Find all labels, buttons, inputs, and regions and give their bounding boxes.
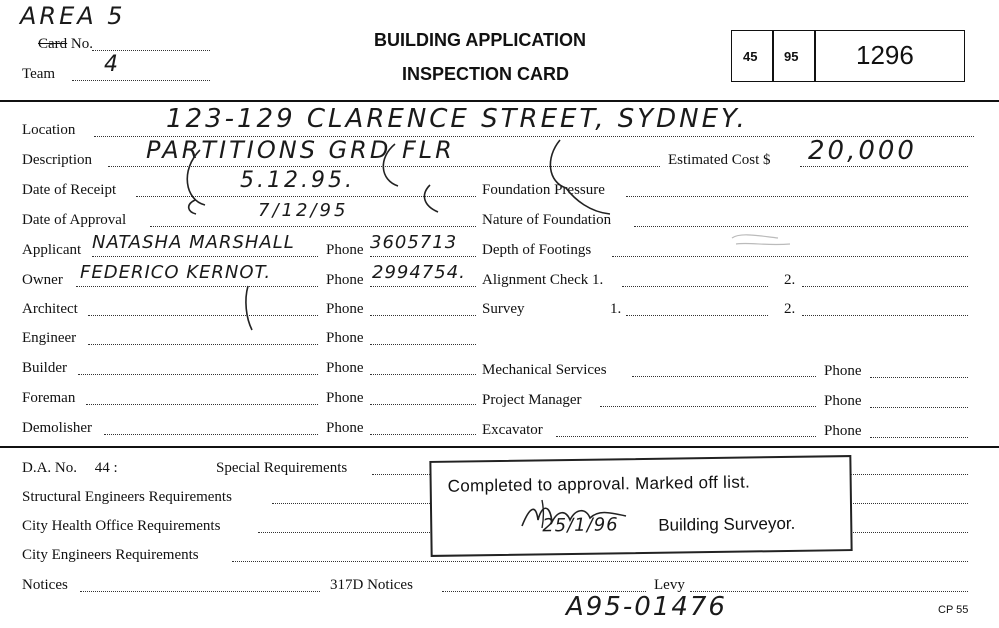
form-title-line1: BUILDING APPLICATION — [374, 30, 586, 50]
card-box-number: 1296 — [856, 40, 914, 70]
levy-dots — [690, 591, 968, 592]
notices-317d-label: 317D Notices — [330, 577, 413, 593]
foundation-pressure-label: Foundation Pressure — [482, 182, 605, 198]
estimated-cost-label: Estimated Cost $ — [668, 152, 771, 168]
alignment-check-label: Alignment Check 1. — [482, 272, 604, 288]
file-number-handwritten: A95-01476 — [566, 592, 727, 622]
location-label: Location — [22, 122, 76, 138]
alignment-2-label: 2. — [784, 272, 796, 288]
card-no-word: No. — [70, 36, 94, 52]
demolisher-phone-label: Phone — [326, 420, 364, 436]
estimated-cost-value: 20,000 — [808, 136, 917, 166]
area-handwritten: AREA 5 — [20, 2, 126, 30]
survey-2-label: 2. — [784, 301, 796, 317]
description-value: PARTITIONS GRD FLR — [146, 136, 455, 164]
applicant-phone-value: 3605713 — [370, 232, 458, 253]
card-box-cell-1: 45 — [743, 49, 758, 64]
owner-phone-value: 2994754. — [372, 262, 466, 283]
da-no-label — [22, 460, 118, 477]
owner-value: FEDERICO KERNOT. — [80, 262, 272, 283]
excavator-phone-label: Phone — [824, 423, 862, 439]
approval-stamp — [429, 455, 852, 557]
builder-label: Builder — [22, 360, 67, 376]
engineers-requirements-label: City Engineers Requirements — [22, 547, 199, 563]
team-label: Team — [22, 66, 56, 82]
description-label: Description — [22, 152, 92, 168]
date-approval-value: 7/12/95 — [258, 200, 349, 221]
nature-foundation-label: Nature of Foundation — [482, 212, 612, 228]
date-approval-label: Date of Approval — [22, 212, 127, 228]
special-requirements-label: Special Requirements — [216, 460, 348, 476]
team-value: 4 — [104, 52, 121, 77]
form-title-line2: INSPECTION CARD — [402, 64, 570, 84]
location-value: 123-129 CLARENCE STREET, SYDNEY. — [166, 104, 748, 134]
date-receipt-label: Date of Receipt — [22, 182, 117, 198]
form-code: CP 55 — [938, 604, 969, 616]
applicant-label: Applicant — [22, 242, 82, 258]
stamp-signature-scribble — [516, 496, 636, 536]
depth-footings-label: Depth of Footings — [482, 242, 592, 258]
mechanical-services-label: Mechanical Services — [482, 362, 607, 378]
card-struck-word: Card — [38, 36, 68, 52]
card-box-cell-2: 95 — [784, 49, 799, 64]
survey-label: Survey — [482, 301, 525, 317]
demolisher-label: Demolisher — [22, 420, 92, 436]
foreman-label: Foreman — [22, 390, 76, 406]
levy-label: Levy — [654, 577, 685, 593]
structural-requirements-label: Structural Engineers Requirements — [22, 489, 232, 505]
engineer-phone-label: Phone — [326, 330, 364, 346]
date-receipt-value: 5.12.95. — [240, 168, 355, 193]
da-no-word: D.A. No. — [22, 460, 77, 476]
excavator-label: Excavator — [482, 422, 543, 438]
stamp-line-2: Building Surveyor. — [658, 513, 796, 535]
stamp-signature-date: 25/1/96 — [542, 514, 619, 537]
da-no-value: 44 : — [94, 460, 118, 476]
architect-phone-label: Phone — [326, 301, 364, 317]
architect-label: Architect — [22, 301, 78, 317]
notices-label: Notices — [22, 577, 68, 593]
applicant-value: NATASHA MARSHALL — [92, 232, 295, 253]
engineers-requirements-dots — [232, 561, 968, 562]
notices-dots — [80, 591, 320, 592]
owner-phone-label: Phone — [326, 272, 364, 288]
engineer-label: Engineer — [22, 330, 77, 346]
builder-phone-label: Phone — [326, 360, 364, 376]
survey-1-label: 1. — [610, 301, 622, 317]
applicant-phone-label: Phone — [326, 242, 364, 258]
health-requirements-label: City Health Office Requirements — [22, 518, 221, 534]
project-manager-phone-label: Phone — [824, 393, 862, 409]
foreman-phone-label: Phone — [326, 390, 364, 406]
project-manager-label: Project Manager — [482, 392, 582, 408]
stamp-line-1: Completed to approval. Marked off list. — [447, 472, 751, 496]
mechanical-phone-label: Phone — [824, 363, 862, 379]
owner-label: Owner — [22, 272, 63, 288]
